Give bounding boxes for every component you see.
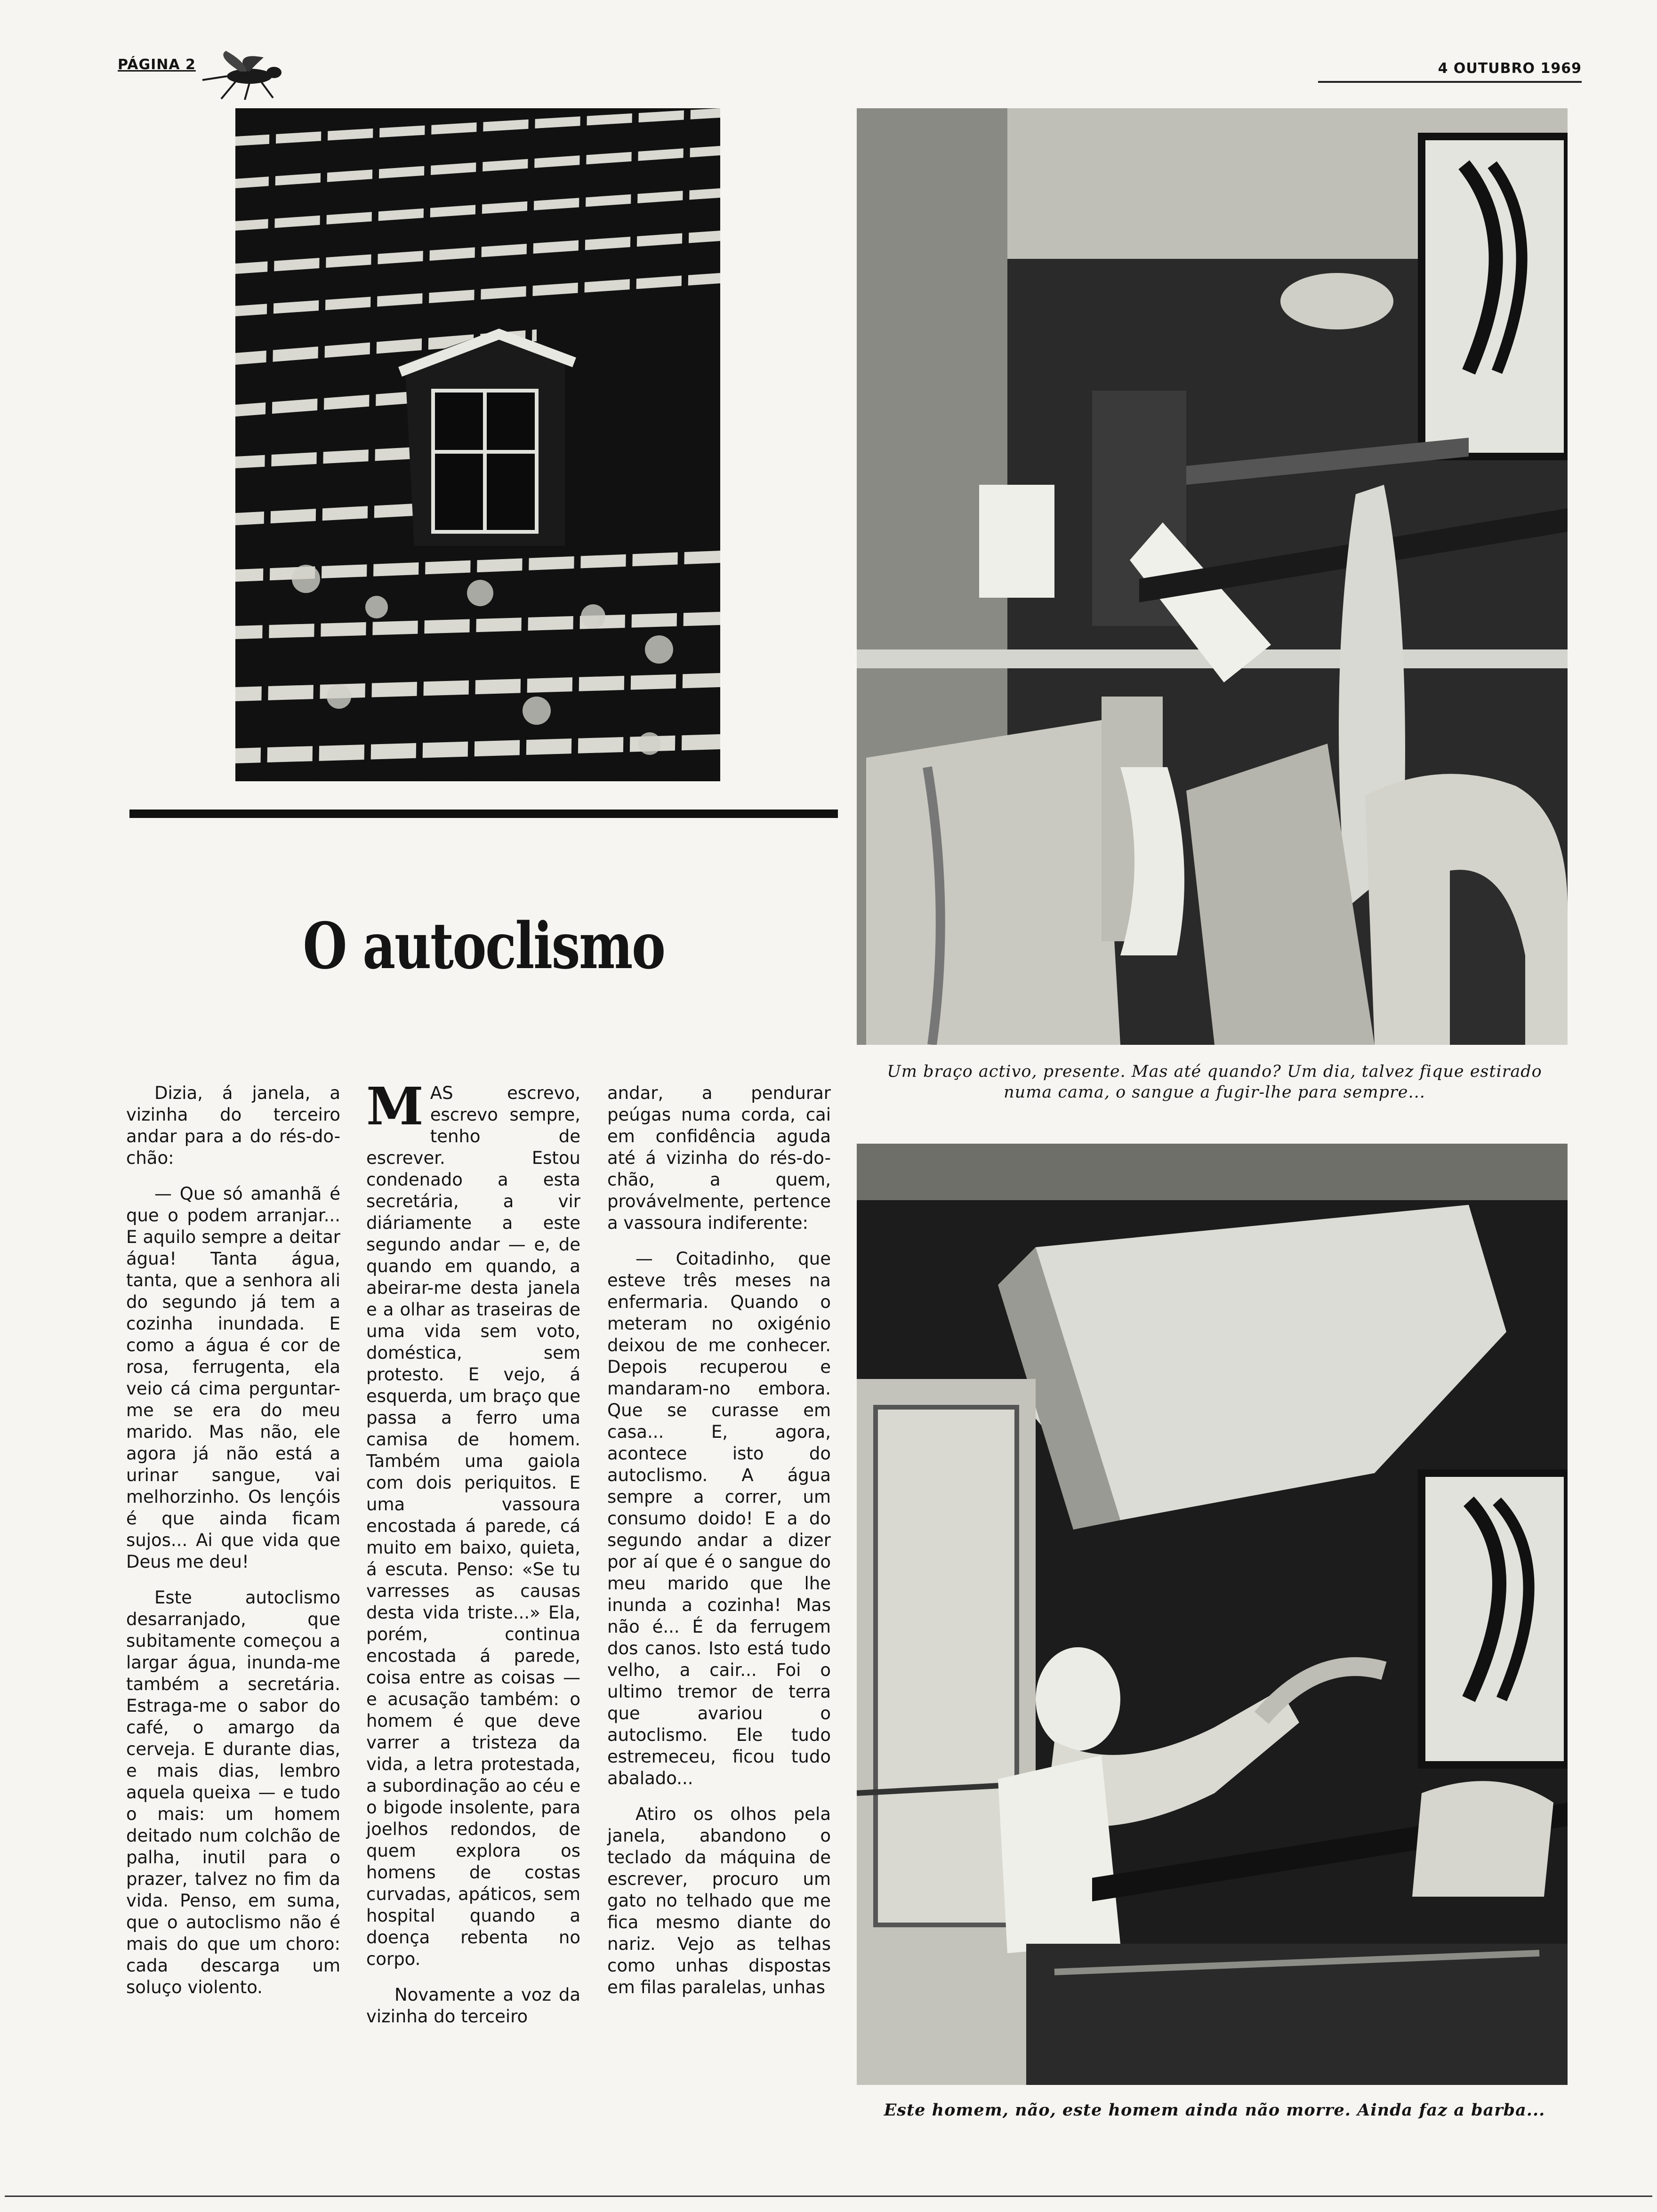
man-at-window-photo: [857, 1144, 1568, 2085]
page-label: PÁGINA 2: [118, 56, 196, 73]
roof-tiles-photo: [235, 108, 720, 781]
photo-caption-top: Um braço activo, presente. Mas até quando? Um dia, talvez fique estirado numa cama, o sangue a fugir-lhe para sempre...: [887, 1062, 1542, 1102]
paragraph: Este autoclismo desarranjado, que subitamente começou a largar água, inunda-me também a secretária. Estraga-me o sabor do café, o amargo da cerveja. E durante dias, e mais dias, lembro aquela queixa — e tudo o mais: um homem deitado num colchão de palha, inutil para o prazer, talvez no fim da vida. Penso, em suma, que o autoclismo não é mais do que um choro: cada descarga um soluço violento.: [126, 1587, 340, 1997]
drop-cap: M: [366, 1076, 424, 1137]
page-bottom-rule: [5, 2196, 1652, 2197]
paragraph: andar, a pendurar peúgas numa corda, cai em confidência aguda até á vizinha do rés-do-chão, a quem, provávelmente, pertence a vassoura indiferente:: [607, 1083, 831, 1233]
paragraph: Dizia, á janela, a vizinha do terceiro andar para a do rés-do-chão:: [126, 1083, 340, 1168]
paragraph: Atiro os olhos pela janela, abandono o teclado da máquina de escrever, procuro um gato no telhado que me fica mesmo diante do nariz. Vejo as telhas como unhas dispostas em filas paralelas, unhas: [607, 1804, 831, 1997]
article-column-1: [126, 1082, 340, 2012]
paragraph: Novamente a voz da vizinha do terceiro: [366, 1985, 580, 2027]
photo-caption-bottom: Este homem, não, este homem ainda não morre. Ainda faz a barba...: [884, 2100, 1545, 2120]
issue-date: 4 OUTUBRO 1969: [1438, 60, 1582, 77]
paragraph-with-dropcap: [366, 1076, 580, 1970]
paragraph: — Que só amanhã é que o podem arranjar... E aquilo sempre a deitar água! Tanta água, tanta, que a senhora ali do segundo já tem a cozinha inundada. E como a água é cor de rosa, ferrugenta, ela veio cá cima perguntar-me se era do meu marido. Mas não, ele agora já não está a urinar sangue, vai melhorzinho. Os lençóis é que ainda ficam sujos... Ai que vida que Deus me deu!: [126, 1184, 340, 1572]
article-title: O autoclismo: [303, 908, 665, 983]
header-rule: [1318, 81, 1582, 83]
article-column-3: [607, 1082, 831, 2012]
fly-icon: [198, 47, 301, 104]
title-rule: [129, 809, 838, 818]
paragraph: — Coitadinho, que esteve três meses na enfermaria. Quando o meteram no oxigénio deixou de me conhecer. Depois recuperou e mandaram-no embora. Que se curasse em casa... E, agora, acontece isto do autoclismo. A água sempre a correr, um consumo doido! E a do segundo andar a dizer por aí que é o sangue do meu marido que lhe inunda a cozinha! Mas não é... É da ferrugem dos canos. Isto está tudo velho, a cair... Foi o ultimo tremor de terra que avariou o autoclismo. Ele tudo estremeceu, ficou tudo abalado...: [607, 1249, 831, 1788]
window-laundry-photo: [857, 108, 1568, 1045]
article-column-2: [366, 1076, 580, 2042]
paragraph-text: AS escrevo, escrevo sempre, tenho de escrever. Estou condenado a esta secretária, a vir diáriamente a este segundo andar — e, de quando em quando, a abeirar-me desta janela e a olhar as traseiras de uma vida sem voto, doméstica, sem protesto. E vejo, á esquerda, um braço que passa a ferro uma camisa de homem. Também uma gaiola com dois periquitos. E uma vassoura encostada á parede, cá muito em baixo, quieta, á escuta. Penso: «Se tu varresses as causas desta vida triste...» Ela, porém, continua encostada á parede, coisa entre as coisas — e acusação também: o homem é que deve varrer a tristeza da vida, a letra protestada, a subordinação ao céu e o bigode insolente, para joelhos redondos, de quem explora os homens de costas curvadas, apáticos, sem hospital quando a doença rebenta no corpo.: [366, 1083, 580, 1969]
